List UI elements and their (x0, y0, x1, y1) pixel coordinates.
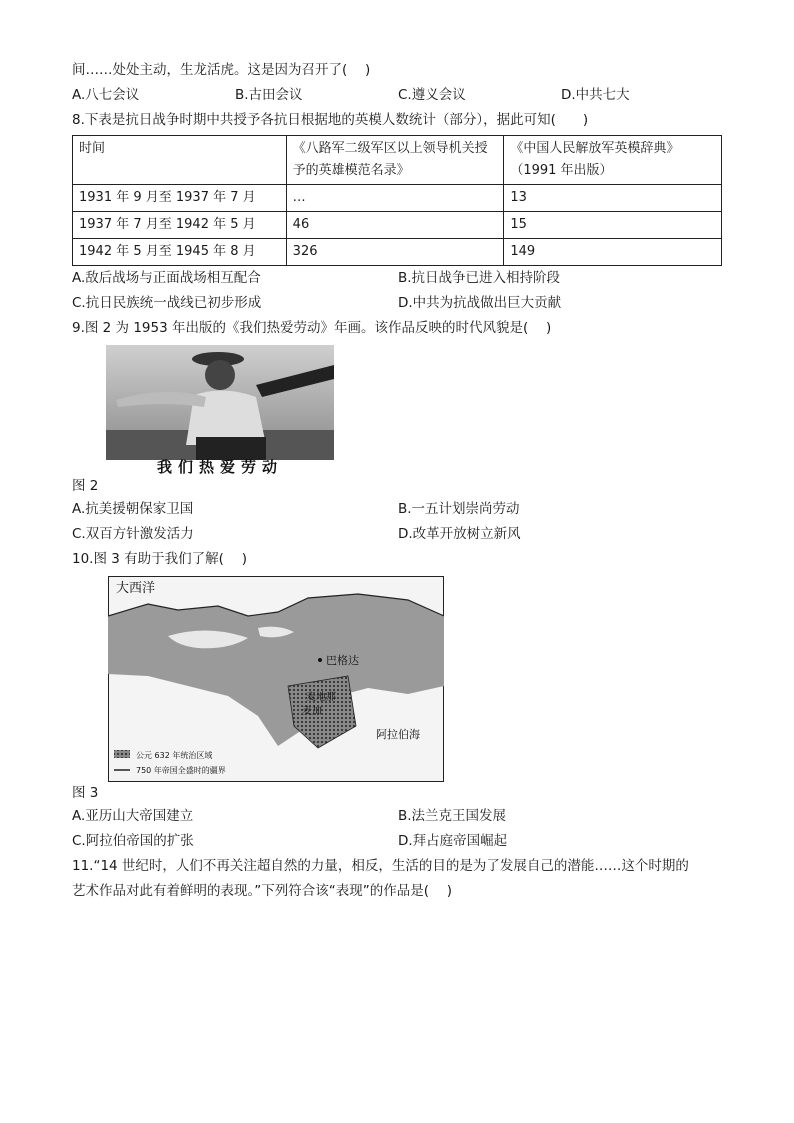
q10-stem: 10.图 3 有助于我们了解( ) (72, 551, 247, 567)
table-cell: 149 (504, 239, 722, 266)
q10-option-c[interactable]: C.阿拉伯帝国的扩张 (72, 833, 194, 849)
q11-stem-line1: 11.“14 世纪时，人们不再关注超自然的力量，相反，生活的目的是为了发展自己的潜能……这个时期的 (72, 858, 689, 874)
table-row (73, 185, 722, 212)
q10-options-row1 (72, 804, 724, 829)
q8-option-d[interactable]: D.中共为抗战做出巨大贡献 (398, 295, 562, 311)
table-cell: 1931 年 9 月至 1937 年 7 月 (73, 185, 287, 212)
table-row (73, 212, 722, 239)
q11-stem-line2: 艺术作品对此有着鲜明的表现。”下列符合该“表现”的作品是( ) (72, 883, 453, 899)
figure-3-label: 图 3 (72, 785, 99, 801)
q9-stem: 9.图 2 为 1953 年出版的《我们热爱劳动》年画。该作品反映的时代风貌是( ) (72, 320, 552, 336)
mecca-label: 麦加 (302, 706, 322, 717)
q10-option-a[interactable]: A.亚历山大帝国建立 (72, 808, 194, 824)
figure-2-label: 图 2 (72, 478, 99, 494)
table-cell: 1942 年 5 月至 1945 年 8 月 (73, 239, 287, 266)
figure-3-map (108, 576, 724, 782)
q7-option-a[interactable]: A.八七会议 (72, 87, 140, 103)
figure-2-poster (106, 345, 724, 475)
table-header-cell: 《中国人民解放军英模辞典》（1991 年出版） (504, 136, 722, 185)
q10-option-b[interactable]: B.法兰克王国发展 (398, 808, 507, 824)
q7-option-c[interactable]: C.遵义会议 (398, 87, 466, 103)
table-header-cell: 《八路军二级军区以上领导机关授予的英雄模范名录》 (286, 136, 504, 185)
q9-options-row2 (72, 522, 724, 547)
q9-option-c[interactable]: C.双百方针激发活力 (72, 526, 194, 542)
table-cell: 1937 年 7 月至 1942 年 5 月 (73, 212, 287, 239)
table-cell: 326 (286, 239, 504, 266)
q9-option-b[interactable]: B.一五计划崇尚劳动 (398, 501, 520, 517)
table-cell: 15 (504, 212, 722, 239)
q8-options-row1 (72, 266, 724, 291)
exam-page (72, 58, 724, 904)
q9-option-d[interactable]: D.改革开放树立新风 (398, 526, 521, 542)
legend-line-label: 750 年帝国全盛时的疆界 (136, 766, 226, 775)
baghdad-label: 巴格达 (326, 654, 359, 667)
q7-options (72, 83, 724, 108)
table-cell: 13 (504, 185, 722, 212)
q8-option-a[interactable]: A.敌后战场与正面战场相互配合 (72, 270, 261, 286)
q8-stats-table (72, 135, 722, 266)
q7-option-d[interactable]: D.中共七大 (561, 87, 630, 103)
table-header-row (73, 136, 722, 185)
arab-empire-map (108, 576, 444, 782)
baghdad-marker (318, 658, 322, 662)
table-cell: 46 (286, 212, 504, 239)
poster-image (106, 345, 334, 475)
q10-option-d[interactable]: D.拜占庭帝国崛起 (398, 833, 508, 849)
legend-area-label: 公元 632 年统治区域 (136, 751, 213, 760)
worker-head (205, 360, 235, 390)
q10-options-row2 (72, 829, 724, 854)
q9-option-a[interactable]: A.抗美援朝保家卫国 (72, 501, 194, 517)
medina-label: 麦地那 (306, 692, 336, 703)
q7-option-b[interactable]: B.古田会议 (235, 87, 303, 103)
poster-caption: 我们热爱劳动 (156, 458, 284, 475)
q8-option-b[interactable]: B.抗日战争已进入相持阶段 (398, 270, 561, 286)
table-header-cell: 时间 (73, 136, 287, 185)
q8-options-row2 (72, 291, 724, 316)
q7-stem-tail: 间……处处主动，生龙活虎。这是因为召开了( ) (72, 62, 371, 78)
table-cell: … (286, 185, 504, 212)
q8-stem: 8.下表是抗日战争时期中共授予各抗日根据地的英模人数统计（部分），据此可知( ) (72, 112, 589, 128)
arabian-sea-label: 阿拉伯海 (376, 728, 420, 741)
worker-trousers (196, 437, 266, 460)
legend-area-swatch (114, 750, 130, 758)
table-row (73, 239, 722, 266)
ocean-label: 大西洋 (116, 581, 156, 596)
q8-option-c[interactable]: C.抗日民族统一战线已初步形成 (72, 295, 262, 311)
q9-options-row1 (72, 497, 724, 522)
